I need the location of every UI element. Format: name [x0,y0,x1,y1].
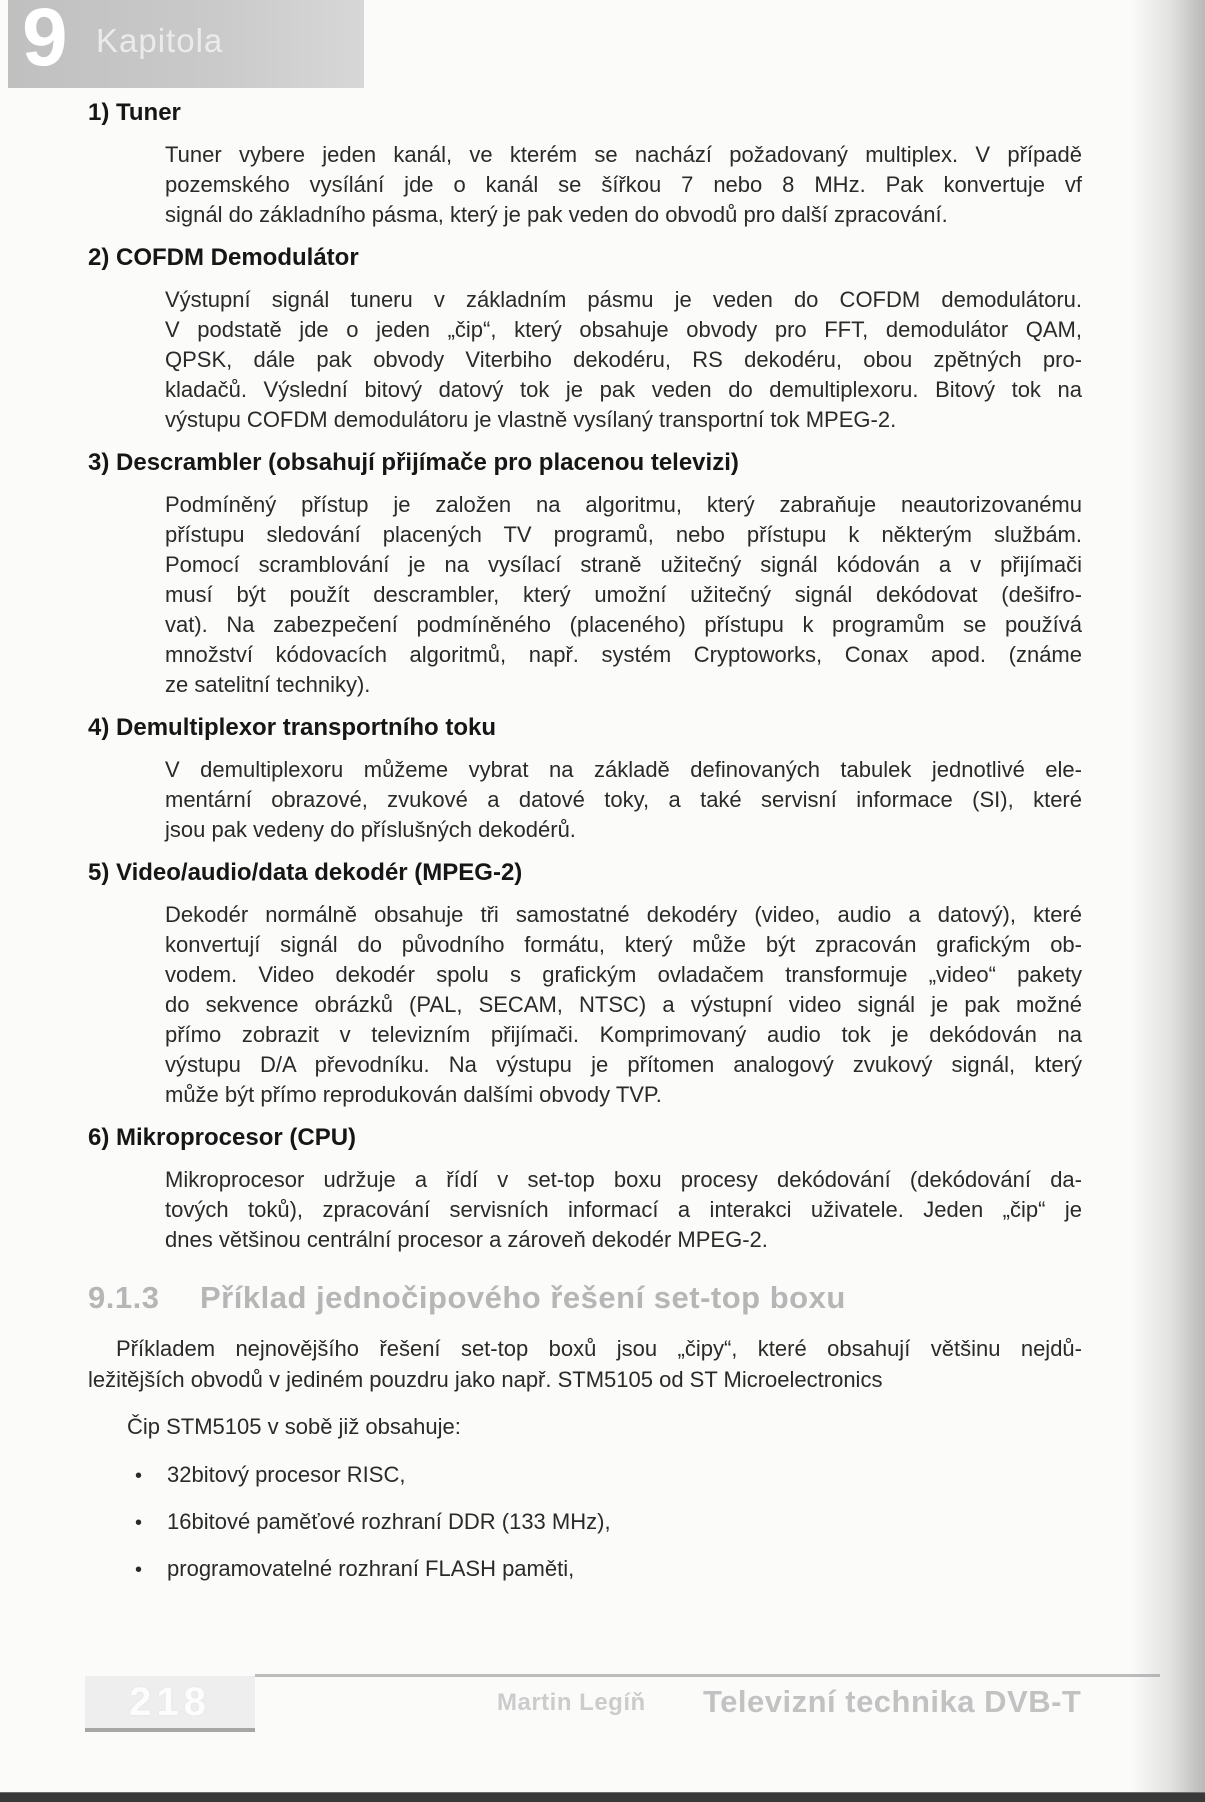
text-line: výstupu D/A převodníku. Na výstupu je přítomen analogový zvukový signál, který [165,1052,1082,1077]
text-line: Dekodér normálně obsahuje tři samostatné dekodéry (video, audio a datový), které [165,902,1082,927]
bullet-icon: • [135,1465,143,1487]
text-line: do sekvence obrázků (PAL, SECAM, NTSC) a výstupní video signál je pak možné [165,992,1082,1017]
section-heading: 3) Descrambler (obsahují přijímače pro placenou televizi) [88,449,739,476]
chapter-header-band [8,0,364,88]
text-line: ze satelitní techniky). [165,672,371,697]
bullet-icon: • [135,1512,143,1534]
section-heading: 2) COFDM Demodulátor [88,244,359,271]
section-paragraph [165,140,1082,230]
text-line: přístupu sledování placených TV programů, nebo přístupu k některým službám. [165,522,1082,547]
page-content [88,98,1082,1601]
section-heading: 5) Video/audio/data dekodér (MPEG-2) [88,859,523,886]
chapter-number: 9 [22,0,68,83]
text-line: signál do základního pásma, který je pak veden do obvodů pro další zpracování. [165,202,948,227]
bullet-text: programovatelné rozhraní FLASH paměti, [167,1556,575,1581]
bullet-list [88,1460,1082,1585]
scan-spine-shadow [1130,0,1205,1793]
subsection-title: Příklad jednočipového řešení set-top boxu [200,1280,846,1315]
text-line: Výstupní signál tuneru v základním pásmu je veden do COFDM demodulátoru. [165,287,1082,312]
footer-rule [255,1674,1160,1677]
text-line: Podmíněný přístup je založen na algoritmu, který zabraňuje neautorizovanému [165,492,1082,517]
text-line: vodem. Video dekodér spolu s grafickým ovladačem transformuje „video“ pakety [165,962,1082,987]
text-line: tových toků), zpracování servisních informací a interakci uživatele. Jeden „čip“ je [165,1197,1082,1222]
subsection-number: 9.1.3 [88,1280,160,1315]
section-paragraph [165,1165,1082,1255]
bullet-item [135,1554,1082,1585]
bullet-item [135,1460,1082,1491]
text-line: kladačů. Výslední bitový datový tok je pak veden do demultiplexoru. Bitový tok na [165,377,1082,402]
footer-author: Martin Legíň [497,1689,646,1716]
text-line: Mikroprocesor udržuje a řídí v set-top boxu procesy dekódování (dekódování da- [165,1167,1082,1192]
text-line: pozemského vysílání jde o kanál se šířkou 7 nebo 8 MHz. Pak konvertuje vf [165,172,1082,197]
text-line: přímo zobrazit v televizním přijímači. Komprimovaný audio tok je dekódován na [165,1022,1082,1047]
section-paragraph [165,900,1082,1110]
text-line: Příkladem nejnovějšího řešení set-top boxů jsou „čipy“, které obsahují většinu nejdů- [116,1336,1082,1361]
text-line: dnes většinou centrální procesor a zároveň dekodér MPEG-2. [165,1227,768,1252]
bullet-text: 16bitové paměťové rozhraní DDR (133 MHz), [167,1509,611,1534]
text-line: vat). Na zabezpečení podmíněného (placeného) přístupu k programům se používá [165,612,1082,637]
page-number: 218 [129,1679,211,1724]
text-line: jsou pak vedeny do příslušných dekodérů. [165,817,576,842]
text-line: V podstatě jde o jeden „čip“, který obsahuje obvody pro FFT, demodulátor QAM, [165,317,1082,342]
text-line: QPSK, dále pak obvody Viterbiho dekodéru, RS dekodéru, obou zpětných pro- [165,347,1082,372]
bullet-item [135,1507,1082,1538]
page-number-box [85,1676,255,1732]
section-paragraph [165,490,1082,700]
chip-lead-line: Čip STM5105 v sobě již obsahuje: [127,1414,461,1439]
text-line: Tuner vybere jeden kanál, ve kterém se nachází požadovaný multiplex. V případě [165,142,1082,167]
subsection-heading [88,1279,1082,1317]
bullet-icon: • [135,1559,143,1581]
section-paragraph [165,755,1082,845]
scan-bottom-edge [0,1792,1205,1802]
bullet-text: 32bitový procesor RISC, [167,1462,406,1487]
text-line: mentární obrazové, zvukové a datové toky, a také servisní informace (SI), které [165,787,1082,812]
text-line: konvertují signál do původního formátu, který může být zpracován grafickým ob- [165,932,1082,957]
section-heading: 6) Mikroprocesor (CPU) [88,1124,357,1151]
section-heading: 4) Demultiplexor transportního toku [88,714,497,741]
footer-book-title: Televizní technika DVB-T [703,1684,1082,1719]
text-line: musí být použít descrambler, který umožní užitečný signál dekódovat (dešifro- [165,582,1082,607]
text-line: výstupu COFDM demodulátoru je vlastně vysílaný transportní tok MPEG-2. [165,407,897,432]
section-heading: 1) Tuner [88,99,181,126]
text-line: může být přímo reprodukován dalšími obvody TVP. [165,1082,662,1107]
section-paragraph [165,285,1082,435]
text-line: Pomocí scramblování je na vysílací straně užitečný signál kódován a v přijímači [165,552,1082,577]
intro-paragraph [88,1333,1082,1395]
chapter-label: Kapitola [96,22,224,59]
text-line: ležitějších obvodů v jediném pouzdru jako např. STM5105 od ST Microelectronics [88,1367,883,1392]
text-line: množství kódovacích algoritmů, např. systém Cryptoworks, Conax apod. (známe [165,642,1082,667]
text-line: V demultiplexoru můžeme vybrat na základě definovaných tabulek jednotlivé ele- [165,757,1082,782]
numbered-sections [88,98,1082,1255]
